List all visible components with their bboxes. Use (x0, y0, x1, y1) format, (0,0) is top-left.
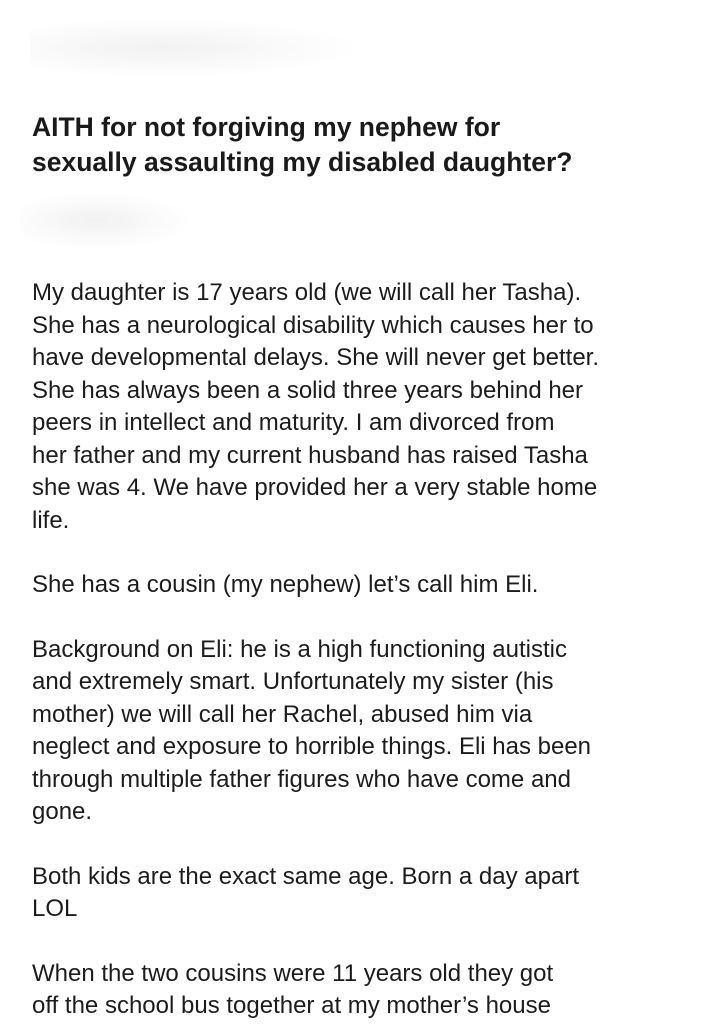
body-line: she was 4. We have provided her a very stable home (32, 474, 598, 501)
blurred-post-meta (20, 192, 190, 250)
body-line: mother) we will call her Rachel, abused him via (32, 700, 533, 728)
body-line: She has always been a solid three years behind her (32, 376, 584, 404)
body-line: My daughter is 17 years old (we will call her Tasha). (32, 279, 582, 306)
post-paragraph-2 (32, 569, 692, 602)
blurred-header-area (30, 18, 360, 78)
body-line: gone. (32, 798, 93, 825)
post-paragraph-1 (32, 277, 692, 537)
post-title (32, 110, 692, 180)
post-title-line-2: sexually assaulting my disabled daughter? (32, 147, 573, 177)
body-line: have developmental delays. She will never get better. (32, 344, 600, 371)
body-line: and extremely smart. Unfortunately my sister (his (32, 668, 554, 695)
post-paragraph-5 (32, 958, 692, 1023)
body-line: neglect and exposure to horrible things. Eli has been (32, 733, 592, 760)
body-line: When the two cousins were 11 years old they got (32, 959, 554, 987)
body-line: Both kids are the exact same age. Born a day apart (32, 862, 579, 890)
body-line: off the school bus together at my mother’s house (32, 992, 551, 1019)
body-line: She has a neurological disability which causes her to (32, 311, 594, 339)
post-body (32, 277, 692, 1024)
body-line: Background on Eli: he is a high functioning autistic (32, 635, 567, 663)
body-line: her father and my current husband has raised Tasha (32, 441, 588, 469)
post-paragraph-4 (32, 861, 692, 926)
post-paragraph-3 (32, 634, 692, 829)
body-line: life. (32, 506, 70, 534)
body-line: LOL (32, 895, 78, 922)
body-line: through multiple father figures who have come and (32, 765, 571, 793)
body-line: She has a cousin (my nephew) let’s call him Eli. (32, 571, 539, 598)
body-line: peers in intellect and maturity. I am divorced from (32, 409, 555, 436)
post-title-line-1: AITH for not forgiving my nephew for (32, 112, 501, 142)
